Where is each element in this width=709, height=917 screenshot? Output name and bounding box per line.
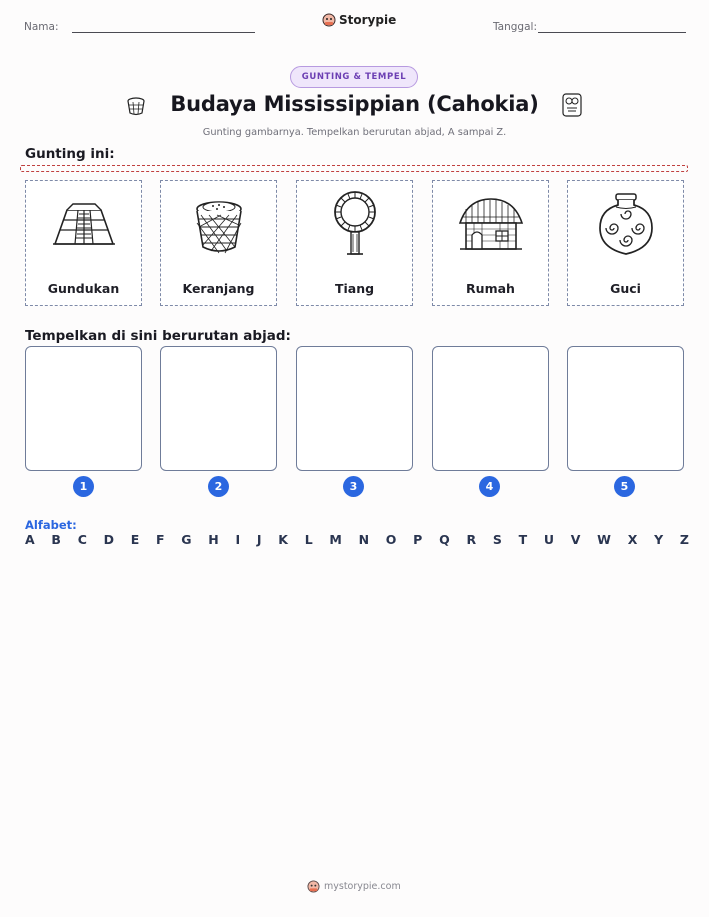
- slot-number-badge: 3: [343, 476, 364, 497]
- alphabet-letter: P: [413, 532, 423, 547]
- slot-number-badge: 4: [479, 476, 500, 497]
- alphabet-letter: L: [304, 532, 313, 547]
- pole-icon: [330, 190, 380, 260]
- alphabet-heading: Alfabet:: [25, 518, 77, 532]
- instructions: Gunting gambarnya. Tempelkan berurutan abjad, A sampai Z.: [202, 127, 507, 138]
- alphabet-letter: O: [385, 532, 397, 547]
- alphabet-letter: Q: [439, 532, 450, 547]
- pot-icon: [596, 192, 656, 258]
- alphabet-letter: H: [208, 532, 219, 547]
- alphabet-letter: I: [235, 532, 241, 547]
- footer: [307, 880, 401, 893]
- paste-heading: Tempelkan di sini berurutan abjad:: [25, 328, 291, 344]
- name-label: Nama:: [24, 21, 59, 33]
- card-label: Keranjang: [182, 281, 255, 296]
- alphabet-letter: G: [181, 532, 192, 547]
- activity-badge: GUNTING & TEMPEL: [290, 66, 418, 88]
- alphabet-letter: N: [358, 532, 370, 547]
- slot-number-badge: 1: [73, 476, 94, 497]
- cut-card-guci[interactable]: [567, 180, 684, 306]
- date-label: Tanggal:: [493, 21, 537, 33]
- alphabet-letter: R: [466, 532, 477, 547]
- brand-logo: [322, 13, 396, 27]
- alphabet-letter: Y: [654, 532, 664, 547]
- alphabet-letter: F: [156, 532, 165, 547]
- paste-slot-3[interactable]: [296, 346, 413, 471]
- cut-line: [20, 165, 688, 172]
- name-line[interactable]: [72, 32, 255, 33]
- alphabet-letter: W: [597, 532, 611, 547]
- alphabet-letter: M: [329, 532, 342, 547]
- alphabet-row: [25, 532, 689, 547]
- paste-slot-4[interactable]: [432, 346, 549, 471]
- paste-slot-1[interactable]: [25, 346, 142, 471]
- alphabet-letter: E: [130, 532, 140, 547]
- alphabet-letter: B: [51, 532, 61, 547]
- cut-card-rumah[interactable]: [432, 180, 549, 306]
- card-label: Guci: [610, 281, 641, 296]
- alphabet-letter: T: [518, 532, 528, 547]
- paste-slot-2[interactable]: [160, 346, 277, 471]
- card-label: Rumah: [466, 281, 515, 296]
- alphabet-letter: J: [256, 532, 262, 547]
- footer-url: mystorypie.com: [324, 881, 401, 892]
- alphabet-letter: Z: [679, 532, 689, 547]
- slot-number-badge: 5: [614, 476, 635, 497]
- alphabet-letter: C: [77, 532, 87, 547]
- alphabet-letter: K: [278, 532, 288, 547]
- cut-card-gundukan[interactable]: [25, 180, 142, 306]
- cut-heading: Gunting ini:: [25, 146, 115, 162]
- alphabet-letter: A: [25, 532, 35, 547]
- brand-name: Storypie: [339, 13, 397, 27]
- paste-slot-5[interactable]: [567, 346, 684, 471]
- page-title: Budaya Mississippian (Cahokia): [170, 92, 539, 116]
- storypie-mascot-icon: [307, 880, 320, 893]
- mound-icon: [51, 200, 117, 250]
- card-label: Gundukan: [47, 281, 120, 296]
- alphabet-letter: V: [570, 532, 581, 547]
- card-label: Tiang: [334, 281, 375, 296]
- slot-number-badge: 2: [208, 476, 229, 497]
- alphabet-letter: U: [543, 532, 554, 547]
- tablet-decor-icon: [560, 92, 584, 122]
- cut-card-tiang[interactable]: [296, 180, 413, 306]
- date-line[interactable]: [538, 32, 686, 33]
- basket-icon: [191, 193, 247, 257]
- hut-icon: [456, 195, 526, 255]
- alphabet-letter: S: [492, 532, 502, 547]
- cut-card-keranjang[interactable]: [160, 180, 277, 306]
- storypie-mascot-icon: [322, 13, 336, 27]
- alphabet-letter: D: [103, 532, 114, 547]
- alphabet-letter: X: [627, 532, 638, 547]
